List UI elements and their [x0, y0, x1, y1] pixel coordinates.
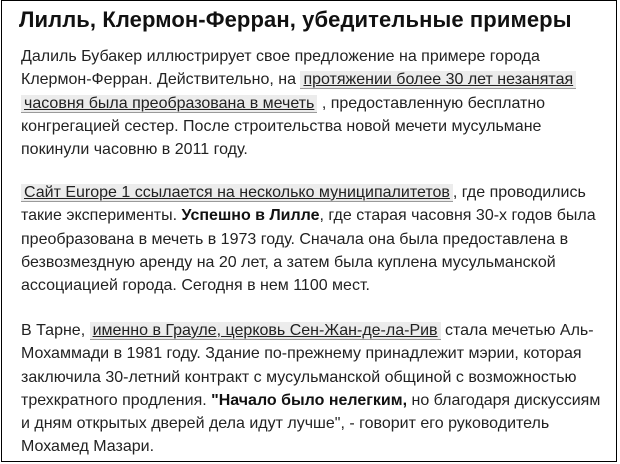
- text-line: конгрегацией сестер. После строительства новой мечети мусульмане: [21, 117, 542, 135]
- paragraph-2: [21, 181, 611, 297]
- article-frame: [1, 0, 617, 462]
- text-span: , где старая часовня 30-х годов была: [319, 207, 596, 225]
- text-span: но благодаря дискуссиям: [407, 391, 601, 409]
- text-line: безвозмездную аренду на 20 лет, а затем была куплена мусульманской: [21, 253, 556, 271]
- text-line: [21, 204, 611, 227]
- text-span: Клермон-Ферран. Действительно, на: [21, 71, 301, 89]
- text-span: В Тарне,: [21, 322, 90, 339]
- text-line: покинули часовню в 2011 году.: [21, 141, 248, 159]
- text-line: и дням открытых дверей дела идут лучше", - говорит его руководитель: [21, 415, 550, 433]
- text-line: [21, 389, 611, 412]
- text-line: Мохамед Мазари.: [21, 438, 155, 456]
- text-line: Мохаммади в 1981 году. Здание по-прежнему принадлежит мэрии, которая: [21, 345, 582, 363]
- paragraph-1: [21, 45, 611, 161]
- chapel-mosque-link-cont[interactable]: часовня была преобразована в мечеть: [21, 95, 317, 112]
- text-line: [21, 319, 611, 342]
- article-title: Лилль, Клермон-Ферран, убедительные примеры: [19, 7, 572, 32]
- text-span: стала мечетью Аль-: [440, 322, 594, 339]
- graulhet-church-link[interactable]: именно в Грауле, церковь Сен-Жан-де-ла-Рив: [90, 322, 441, 339]
- text-line: [21, 68, 611, 91]
- chapel-mosque-link[interactable]: протяжении более 30 лет незанятая: [300, 71, 576, 88]
- text-span: , предоставленную бесплатно: [317, 94, 546, 112]
- text-line: Далиль Бубакер иллюстрирует свое предложение на примере города: [21, 48, 540, 65]
- text-line: [21, 181, 611, 204]
- paragraph-3: [21, 319, 611, 459]
- bold-quote: "Начало было нелегким,: [211, 391, 408, 409]
- text-line: ассоциацией города. Сегодня в нем 1100 мест.: [21, 277, 370, 295]
- text-line: заключила 30-летний контракт с мусульманской общиной с возможностью: [21, 368, 577, 386]
- europe1-link[interactable]: Сайт Europe 1 ссылается на несколько муниципалитетов: [21, 184, 453, 201]
- text-span: такие эксперименты.: [21, 207, 182, 225]
- bold-text: Успешно в Лилле: [181, 207, 320, 225]
- text-span: , где проводились: [452, 184, 586, 201]
- text-line: [21, 92, 611, 115]
- text-line: преобразована в мечеть в 1973 году. Сначала она была предоставлена в: [21, 230, 569, 248]
- text-span: трехкратного продления.: [21, 391, 212, 409]
